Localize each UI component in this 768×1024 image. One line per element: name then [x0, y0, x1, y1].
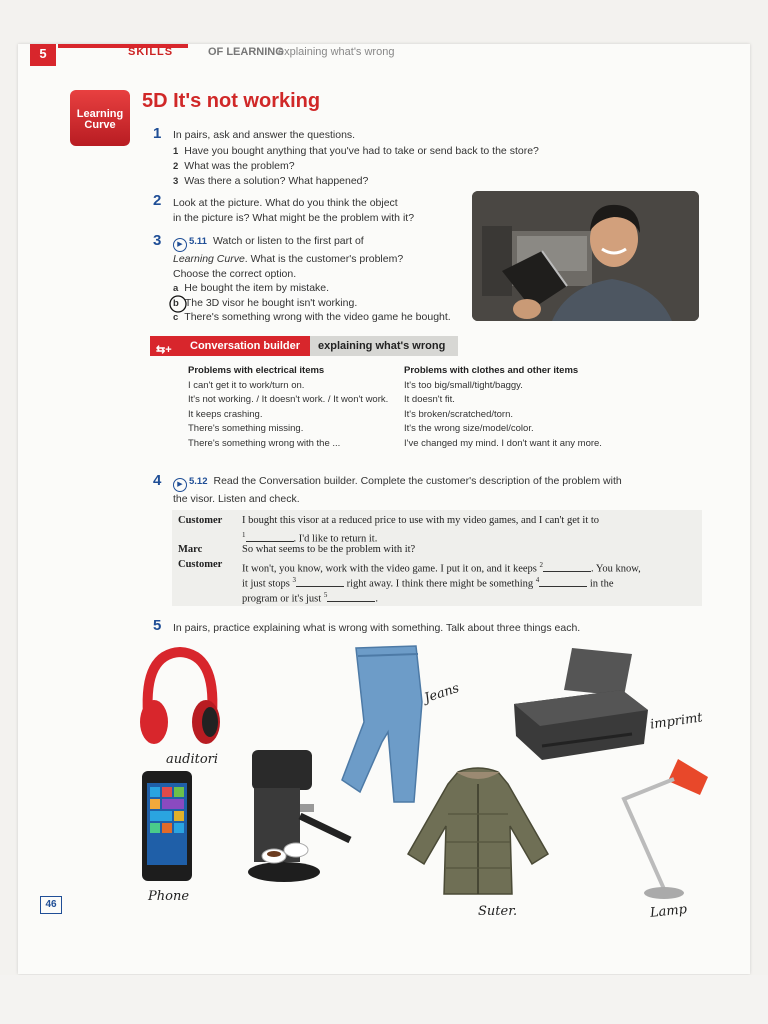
ex4-number: 4 — [153, 472, 162, 489]
ex3-option-a[interactable]: a He bought the item by mistake. — [173, 282, 330, 294]
learning-curve-photo — [472, 191, 699, 321]
coffee-machine-picture — [240, 744, 360, 889]
conversation-builder-box — [150, 356, 640, 456]
scan-background-bottom — [0, 975, 768, 1024]
page-number: 46 — [40, 896, 62, 914]
blank-4[interactable] — [539, 577, 587, 587]
ex1-item-1: 1 Have you bought anything that you've had to take or send back to the store? — [173, 145, 539, 157]
blank-1[interactable] — [246, 532, 294, 542]
handwriting-phone: Phone — [148, 889, 190, 904]
blank-5[interactable] — [327, 592, 375, 602]
ex3-number: 3 — [153, 232, 162, 249]
ex1-item-2: 2 What was the problem? — [173, 160, 295, 172]
desk-lamp-picture — [608, 749, 718, 904]
unit-number-tab: 5 — [30, 44, 56, 66]
jacket-picture — [398, 764, 558, 904]
play-icon[interactable]: ▶ — [173, 238, 187, 252]
ex2-text: Look at the picture. What do you think the object in the picture is? What might be the problem with it? — [173, 197, 415, 224]
audio-id: 5.11 — [189, 236, 207, 247]
audio-id-2: 5.12 — [189, 476, 208, 487]
dialog-box: Customer I bought this visor at a reduced price to use with my video games, and I can't get it to $^1$ . I'd like to return it. Marc So what seems to be the problem with it? Customer It won't, you know, work with the video game. I put it on, and it keeps $^2$ . You know, it just stops $^3$ right away. I think there might be something $^4$ in the program or it's just $^5$ . — [172, 510, 702, 606]
ex1-number: 1 — [153, 125, 162, 142]
handwriting-printer: imprimt — [649, 710, 704, 733]
faded-header-label: OF LEARNING — [208, 46, 284, 58]
handwriting-jacket: Suter. — [478, 904, 518, 919]
ex2-number: 2 — [153, 192, 162, 209]
badge-line-2: Curve — [84, 119, 116, 131]
conversation-builder-label: ⇆+ Conversation builder — [150, 336, 310, 356]
ex4-text: ▶ 5.12 Read the Conversation builder. Complete the customer's description of the problem with the visor. Listen and check. — [173, 475, 622, 505]
ex1-instruction: In pairs, ask and answer the questions. — [173, 129, 356, 141]
faded-header-topic: explaining what's wrong — [278, 46, 395, 58]
learning-curve-badge — [70, 90, 130, 146]
handwriting-lamp: Lamp — [649, 902, 688, 921]
ex1-item-3: 3 Was there a solution? What happened? — [173, 175, 369, 187]
clothes-problems-column: Problems with clothes and other items It's too big/small/tight/baggy. It doesn't fit. It's broken/scratched/torn. It's the wrong size/model/color. I've changed my mind. I don't want it any more. — [404, 365, 602, 449]
ex5-instruction: In pairs, practice explaining what is wrong with something. Talk about three things each. — [173, 622, 581, 634]
badge-line-1: Learning — [76, 108, 124, 120]
blank-2[interactable] — [543, 562, 591, 572]
speech-arrows-icon: ⇆+ — [156, 344, 172, 356]
conversation-builder-header — [150, 336, 458, 356]
man-holding-visor-illustration — [472, 191, 699, 321]
play-icon-2[interactable]: ▶ — [173, 478, 187, 492]
ex3-text: ▶ 5.11 Watch or listen to the first part of Learning Curve. What is the customer's problem? Choose the correct option. — [173, 235, 404, 280]
headphones-picture — [134, 644, 224, 754]
unit-header-strip — [18, 44, 750, 66]
handwriting-jeans: Jeans — [422, 680, 462, 707]
skills-label: SKILLS — [128, 46, 174, 58]
smartphone-picture — [138, 769, 198, 885]
conversation-builder-topic: explaining what's wrong — [310, 336, 458, 356]
blank-3[interactable] — [296, 577, 344, 587]
ex3-option-c[interactable]: c There's something wrong with the video game he bought. — [173, 311, 451, 323]
printer-picture — [512, 644, 652, 764]
lesson-title: 5D It's not working — [142, 90, 321, 112]
ex3-option-b[interactable]: b The 3D visor he bought isn't working. — [173, 297, 358, 309]
electrical-problems-column: Problems with electrical items I can't get it to work/turn on. It's not working. / It doesn't work. / It won't work. It keeps crashing. There's something missing. There's something wrong with the ... — [188, 365, 389, 449]
handwritten-circle-mark — [168, 294, 192, 316]
handwriting-headphones: auditori — [166, 752, 219, 767]
ex5-number: 5 — [153, 617, 162, 634]
textbook-page — [18, 44, 750, 974]
